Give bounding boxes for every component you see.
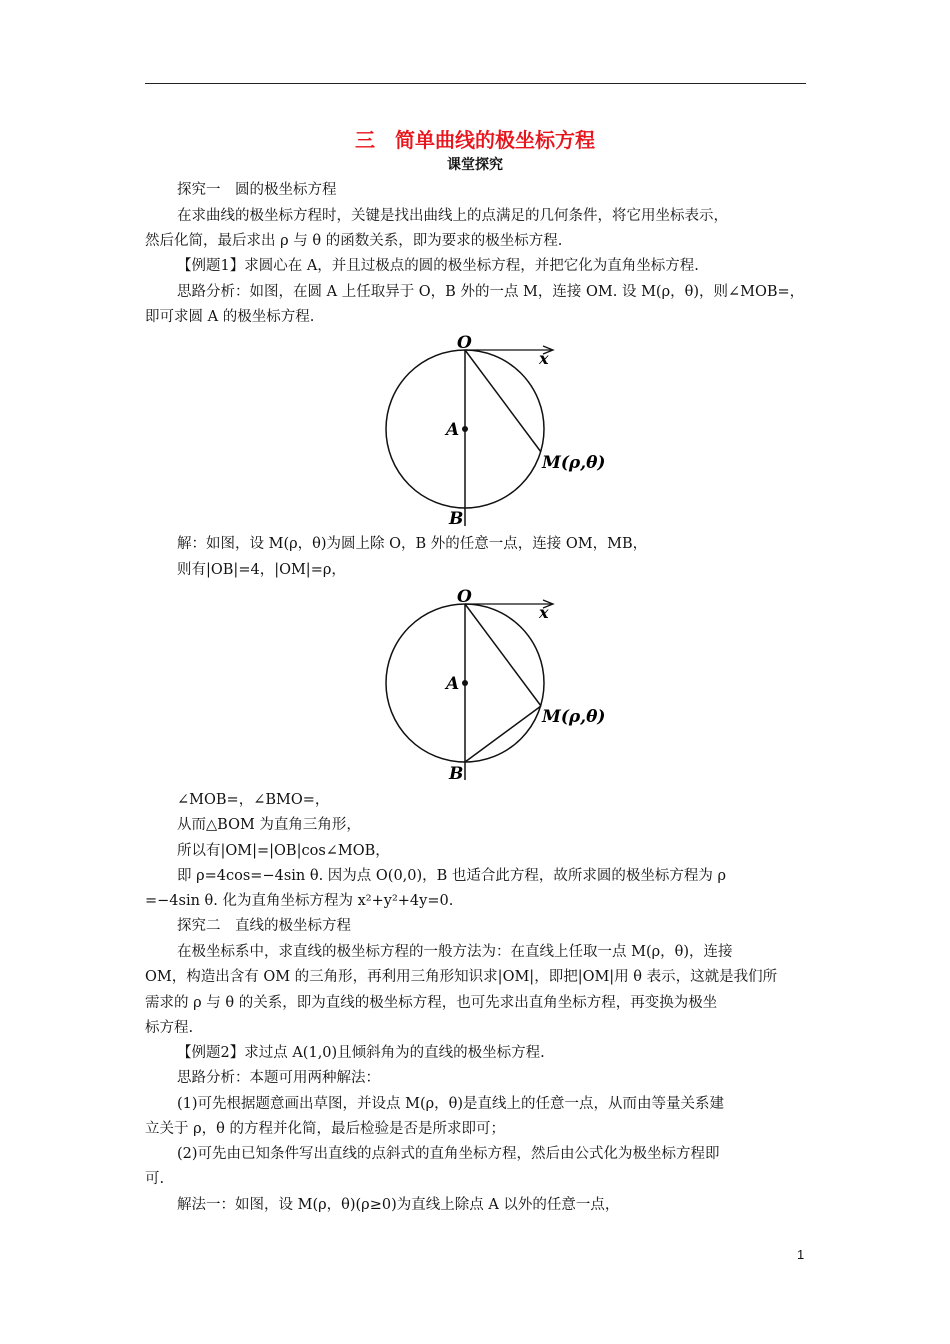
paragraph-line: 在求曲线的极坐标方程时，关键是找出曲线上的点满足的几何条件，将它用坐标表示， [177, 208, 728, 224]
solution-line: 则有|OB|=4，|OM|=ρ， [177, 562, 346, 578]
solution-line: 所以有|OM|=|OB|cos∠MOB， [177, 843, 390, 859]
heading-explore-2: 探究二 直线的极坐标方程 [177, 918, 351, 934]
page-title: 三 简单曲线的极坐标方程 [355, 128, 595, 152]
paragraph-line: 思路分析：本题可用两种解法： [177, 1070, 380, 1086]
paragraph-line: 立关于 ρ，θ 的方程并化简，最后检验是否是所求即可； [145, 1121, 505, 1137]
label-x: x [539, 603, 549, 622]
solution-line: 解：如图，设 M(ρ，θ)为圆上除 O，B 外的任意一点，连接 OM，MB， [177, 536, 648, 552]
label-o: O [457, 587, 472, 607]
circle-figure-1 [375, 330, 615, 530]
page-number: 1 [797, 1247, 805, 1262]
paragraph-line: 解法一：如图，设 M(ρ，θ)(ρ≥0)为直线上除点 A 以外的任意一点， [177, 1197, 620, 1213]
paragraph-line: OM，构造出含有 OM 的三角形，再利用三角形知识求|OM|，即把|OM|用 θ 表示，这就是我们所 [145, 969, 778, 985]
label-o: O [457, 333, 472, 353]
label-a: A [446, 420, 460, 440]
paragraph-line: 然后化简，最后求出 ρ 与 θ 的函数关系，即为要求的极坐标方程. [145, 233, 563, 249]
chord-om [465, 604, 541, 706]
section-subtitle: 课堂探究 [447, 157, 503, 173]
header-rule [145, 83, 806, 84]
paragraph-line: 可. [145, 1171, 165, 1187]
center-dot [462, 426, 468, 432]
paragraph-line: 需求的 ρ 与 θ 的关系，即为直线的极坐标方程，也可先求出直角坐标方程，再变换为极坐 [145, 995, 718, 1011]
example-1: 【例题1】求圆心在 A，并且过极点的圆的极坐标方程，并把它化为直角坐标方程. [177, 258, 699, 274]
example-2: 【例题2】求过点 A(1,0)且倾斜角为的直线的极坐标方程. [177, 1045, 545, 1061]
label-m: M(ρ,θ) [542, 453, 606, 473]
paragraph-line: 思路分析：如图，在圆 A 上任取异于 O，B 外的一点 M，连接 OM. 设 M(ρ，θ)，则∠MOB=， [177, 284, 805, 300]
label-a: A [446, 674, 460, 694]
chord-mb [465, 706, 541, 762]
paragraph-line: (2)可先由已知条件写出直线的点斜式的直角坐标方程，然后由公式化为极坐标方程即 [177, 1146, 720, 1162]
label-b: B [449, 509, 464, 529]
center-dot [462, 680, 468, 686]
label-x: x [539, 349, 549, 368]
paragraph-line: 即可求圆 A 的极坐标方程. [145, 309, 315, 325]
paragraph-line: 标方程. [145, 1020, 194, 1036]
label-b: B [449, 764, 464, 784]
heading-explore-1: 探究一 圆的极坐标方程 [177, 182, 337, 198]
label-m: M(ρ,θ) [542, 707, 606, 727]
solution-line: 即 ρ=4cos=−4sin θ. 因为点 O(0,0)，B 也适合此方程，故所求圆的极坐标方程为 ρ [177, 868, 727, 884]
solution-line: =−4sin θ. 化为直角坐标方程为 x²+y²+4y=0. [145, 893, 454, 909]
solution-line: ∠MOB=，∠BMO=， [177, 792, 330, 808]
paragraph-line: 在极坐标系中，求直线的极坐标方程的一般方法为：在直线上任取一点 M(ρ，θ)，连接 [177, 944, 733, 960]
solution-line: 从而△BOM 为直角三角形， [177, 817, 361, 833]
chord-om [465, 350, 541, 452]
paragraph-line: (1)可先根据题意画出草图，并设点 M(ρ，θ)是直线上的任意一点，从而由等量关系建 [177, 1096, 725, 1112]
circle-figure-2 [375, 584, 615, 784]
